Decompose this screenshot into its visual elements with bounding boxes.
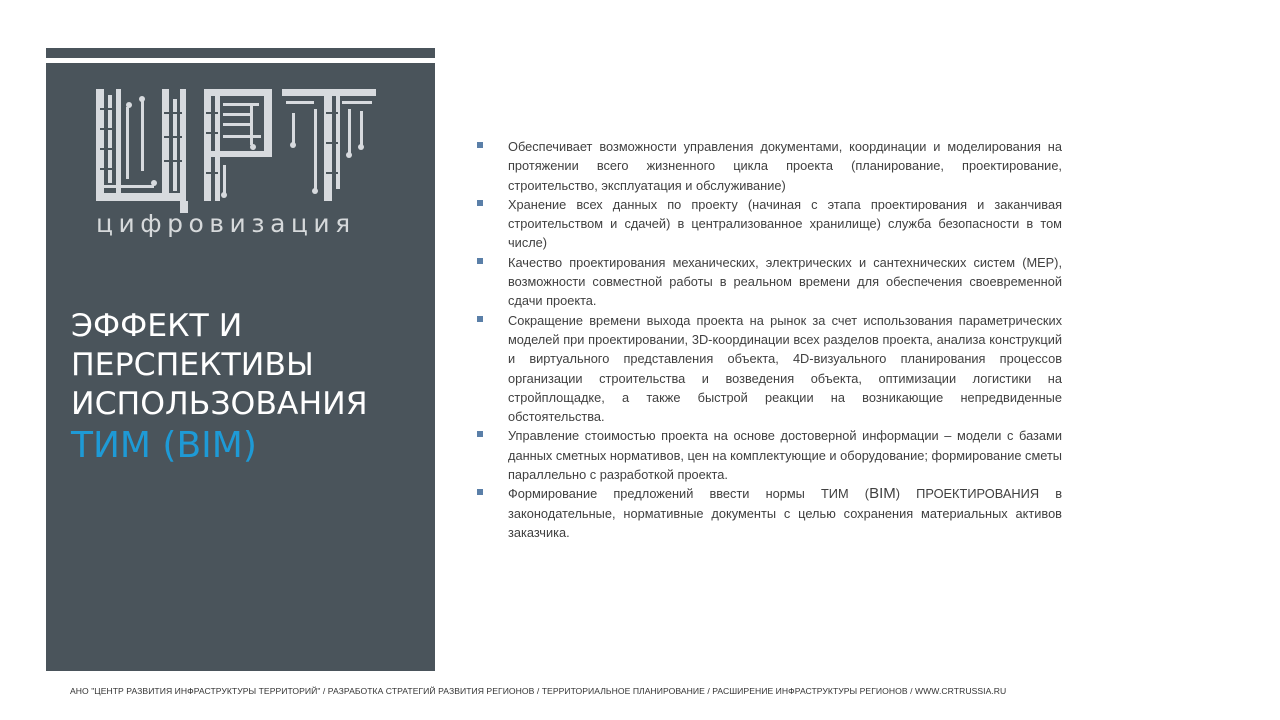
bullet-item xyxy=(476,253,1062,311)
title-line-2: ПЕРСПЕКТИВЫ xyxy=(71,347,314,383)
left-title-panel xyxy=(46,63,435,671)
bullet-text: Обеспечивает возможности управления документами, координации и моделирования на протяжении всего жизненного цикла проекта (планирование, проектирование, строительство, эксплуатация и обслуживание) xyxy=(508,139,1062,193)
bullet-text-before: Формирование предложений ввести нормы ТИМ ( xyxy=(508,486,870,502)
square-bullet-icon xyxy=(477,258,483,264)
logo-subtitle: цифровизация xyxy=(96,209,356,238)
bullet-text xyxy=(508,486,1062,540)
bullet-item xyxy=(476,195,1062,253)
square-bullet-icon xyxy=(477,431,483,437)
bullet-bim-term: BIM xyxy=(869,485,896,503)
bullet-item xyxy=(476,137,1062,195)
title-line-1: ЭФФЕКТ И xyxy=(71,308,243,344)
square-bullet-icon xyxy=(477,142,483,148)
footer-text: АНО "ЦЕНТР РАЗВИТИЯ ИНФРАСТРУКТУРЫ ТЕРРИТОРИЙ" / РАЗРАБОТКА СТРАТЕГИЙ РАЗВИТИЯ РЕГИОНОВ / ТЕРРИТОРИАЛЬНОЕ ПЛАНИРОВАНИЕ / РАСШИРЕНИЕ ИНФРАСТРУКТУРЫ РЕГИОНОВ / WWW.CRTRUSSIA.RU xyxy=(70,686,1007,696)
bullet-text: Управление стоимостью проекта на основе достоверной информации – модели с базами данных сметных нормативов, цен на комплектующие и оборудование; формирование сметы параллельно с разработкой проекта. xyxy=(508,428,1062,483)
bullet-item xyxy=(476,426,1062,484)
square-bullet-icon xyxy=(477,200,483,206)
top-accent-bar xyxy=(46,48,435,58)
slide-title xyxy=(71,307,421,468)
bullet-text: Сокращение времени выхода проекта на рынок за счет использования параметрических моделей при проектировании, 3D-координации всех разделов проекта, анализа конструкций и виртуального представления объекта, 4D-визуального планирования процессов организации строительства и возведения объекта, оптимизации логистики на стройплощадке, а также быстрой реакции на возникающие непредвиденные обстоятельства. xyxy=(508,312,1062,425)
bullet-text-after: ) ПРОЕКТИРОВАНИЯ в законодательные, нормативные документы с целью сохранения материальных активов заказчика. xyxy=(508,486,1062,540)
bullet-item xyxy=(476,484,1062,542)
title-accent: ТИМ (BIM) xyxy=(71,425,257,466)
square-bullet-icon xyxy=(477,316,483,322)
title-line-3: ИСПОЛЬЗОВАНИЯ xyxy=(71,386,368,422)
square-bullet-icon xyxy=(477,489,483,495)
bullet-item xyxy=(476,311,1062,427)
bullet-list xyxy=(476,137,1062,542)
bullet-text: Хранение всех данных по проекту (начиная с этапа проектирования и заканчивая строительством и сдачей) в централизованное хранилище) служба безопасности в том числе) xyxy=(508,196,1062,251)
bullet-text: Качество проектирования механических, электрических и сантехнических систем (MEP), возможности совместной работы в реальном времени для обеспечения своевременной сдачи проекта. xyxy=(508,254,1062,309)
